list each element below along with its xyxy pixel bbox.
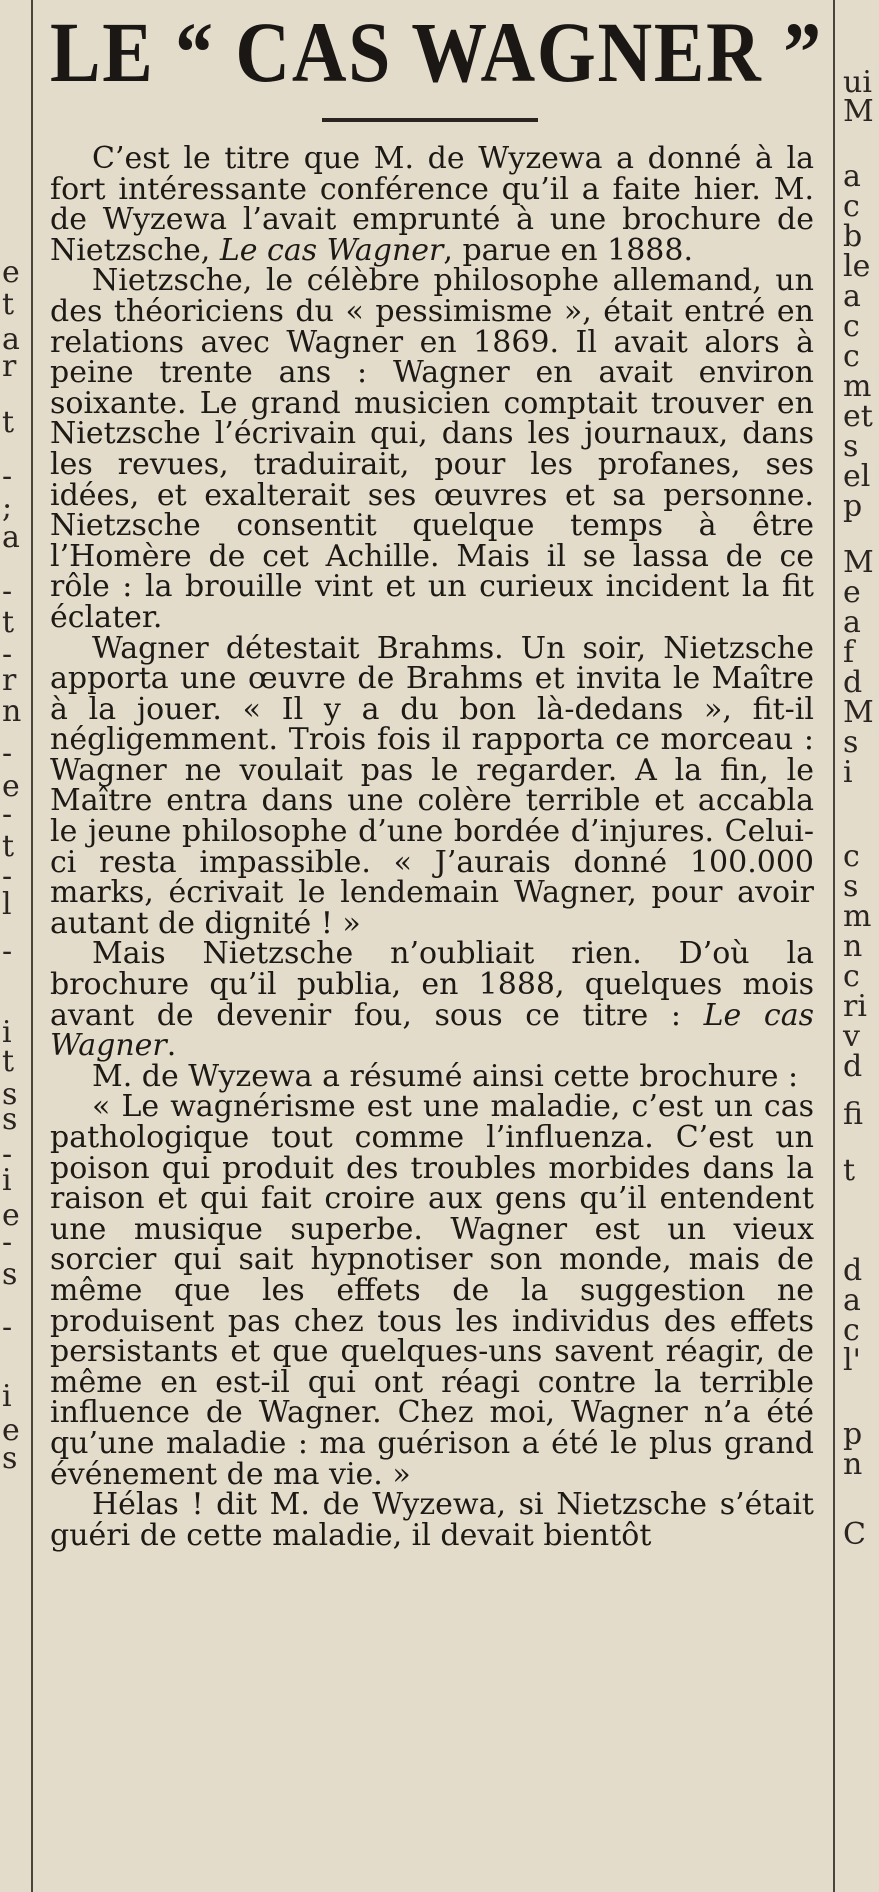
right-fragment-glyph: c xyxy=(843,189,860,224)
left-fragment-glyph: s xyxy=(2,1077,18,1112)
right-fragment-glyph: c xyxy=(843,839,860,874)
right-fragment-glyph: s xyxy=(843,869,859,904)
right-fragment-glyph: n xyxy=(843,1447,863,1482)
left-fragment-glyph: - xyxy=(2,736,13,771)
right-fragment-glyph: p xyxy=(843,1417,863,1452)
right-fragment-glyph: le xyxy=(843,249,871,284)
right-fragment-glyph: c xyxy=(843,339,860,374)
left-fragment-glyph: i xyxy=(2,1015,12,1050)
left-fragment-glyph: - xyxy=(2,1137,13,1172)
headline-divider xyxy=(322,118,538,122)
left-fragment-glyph: a xyxy=(2,322,20,357)
left-fragment-glyph: e xyxy=(2,769,20,804)
left-fragment-glyph: t xyxy=(2,405,15,440)
article-paragraph xyxy=(50,141,814,268)
left-fragment-glyph: ; xyxy=(2,490,13,525)
left-fragment-glyph: - xyxy=(2,797,13,832)
article-paragraph: Wagner détestait Brahms. Un soir, Nietzsche apporta une œuvre de Brahms et invita le Maître à la jouer. « Il y a du bon là-dedans », fit-il négligemment. Trois fois il rapporta ce morceau : Wagner ne voulait pas le regarder. A la fin, le Maître entra dans une colère terrible et accabla le jeune philosophe d’une bordée d’injures. Celui-ci resta impassible. « J’aurais donné 100.000 marks, écrivait le lendemain Wagner, pour avoir autant de dignité ! » xyxy=(50,630,814,941)
right-fragment-glyph: a xyxy=(843,159,861,194)
right-fragment-glyph: t xyxy=(843,1153,856,1188)
right-fragment-glyph: i xyxy=(843,755,853,790)
right-fragment-glyph: C xyxy=(843,1517,866,1552)
left-fragment-glyph: e xyxy=(2,1198,20,1233)
right-fragment-glyph: s xyxy=(843,725,859,760)
left-fragment-glyph: i xyxy=(2,1163,12,1198)
right-fragment-glyph: a xyxy=(843,605,861,640)
right-fragment-glyph: p xyxy=(843,489,863,524)
right-fragment-glyph: l' xyxy=(843,1343,861,1378)
right-fragment-glyph: b xyxy=(843,219,863,254)
left-fragment-glyph: - xyxy=(2,934,13,969)
right-fragment-glyph: e xyxy=(843,575,861,610)
article-paragraph: Nietzsche, le célèbre philosophe allemand, un des théoriciens du « pessimisme », était entré en relations avec Wagner en 1869. Il avait alors à peine trente ans : Wagner en avait environ soixante. Le grand musicien comptait trouver en Nietzsche l’écrivain qui, dans les journaux, dans les revues, traduirait, pour les profanes, ses idées, et exalterait ses œuvres et sa personne. Nietzsche consentit quelque temps à être l’Homère de cet Achille. Mais il se lassa de ce rôle : la brouille vint et un curieux incident la fit éclater. xyxy=(50,263,814,635)
right-fragment-glyph: fi xyxy=(843,1097,864,1132)
right-fragment-glyph: a xyxy=(843,1283,861,1318)
right-fragment-glyph: c xyxy=(843,959,860,994)
article-paragraph: M. de Wyzewa a résumé ainsi cette brochure : xyxy=(92,1058,799,1094)
brochure-title: Le cas Wagner xyxy=(219,232,444,268)
article-column xyxy=(50,0,823,1553)
left-fragment-glyph: - xyxy=(2,1225,13,1260)
brochure-title: Le cas Wagner xyxy=(50,997,815,1064)
left-fragment-glyph: r xyxy=(2,663,17,698)
right-fragment-glyph: et xyxy=(843,399,873,434)
right-fragment-glyph: ui xyxy=(843,65,872,100)
left-fragment-glyph: t xyxy=(2,829,15,864)
right-fragment-glyph: M xyxy=(843,545,874,580)
left-fragment-glyph: s xyxy=(2,1257,18,1292)
right-column-fragment xyxy=(836,0,879,1892)
left-fragment-glyph: r xyxy=(2,349,17,384)
right-fragment-glyph: n xyxy=(843,929,863,964)
right-fragment-glyph: c xyxy=(843,309,860,344)
left-fragment-glyph: t xyxy=(2,1044,15,1079)
right-fragment-glyph: c xyxy=(843,1313,860,1348)
right-fragment-glyph: el xyxy=(843,459,871,494)
left-fragment-glyph: - xyxy=(2,574,13,609)
left-column-rule xyxy=(31,0,33,1892)
right-fragment-glyph: f xyxy=(843,635,855,670)
right-fragment-glyph: d xyxy=(843,665,863,700)
right-fragment-glyph: d xyxy=(843,1049,863,1084)
article-paragraph: Hélas ! dit M. de Wyzewa, si Nietzsche s’était guéri de cette maladie, il devait bientôt xyxy=(50,1487,814,1553)
left-fragment-glyph: t xyxy=(2,287,15,322)
left-fragment-glyph: e xyxy=(2,255,20,290)
paragraph-1-text: C’est le titre que M. de Wyzewa a donné à la fort intéressante conférence qu’il a faite hier. M. de Wyzewa l’avait emprunté à une brochure de Nietzsche, Le cas Wagner, parue en 1888. xyxy=(50,141,814,268)
article-paragraph: « Le wagnérisme est une maladie, c’est un cas pathologique tout comme l’influenza. C’est un poison qui produit des troubles morbides dans la raison et qui fait croire aux gens qu’il entendent une musique superbe. Wagner est un vieux sorcier qui sait hypnotiser son monde, mais de même que les effets de la suggestion ne produisent pas chez tous les individus des effets persistants et que quelques-uns savent réagir, de même en est-il qui ont réagi contre la terrible influence de Wagner. Chez moi, Wagner n’a été qu’une maladie : ma guérison a été le plus grand événement de ma vie. » xyxy=(50,1089,814,1492)
left-fragment-glyph: - xyxy=(2,1310,13,1345)
right-fragment-glyph: m xyxy=(843,899,872,934)
left-fragment-glyph: - xyxy=(2,459,13,494)
right-fragment-glyph: s xyxy=(843,429,859,464)
right-fragment-glyph: a xyxy=(843,279,861,314)
left-fragment-glyph: a xyxy=(2,520,20,555)
paragraph-4-text: Mais Nietzsche n’oubliait rien. D’où la brochure qu’il publia, en 1888, quelques mois avant de devenir fou, sous ce titre : Le cas Wagner. xyxy=(50,936,815,1064)
article-headline: LE “ CAS WAGNER ” xyxy=(50,4,823,100)
left-fragment-glyph: t xyxy=(2,605,15,640)
right-fragment-glyph: M xyxy=(843,94,874,129)
right-fragment-glyph: ri xyxy=(843,989,867,1024)
right-column-rule xyxy=(833,0,835,1892)
right-fragment-glyph: M xyxy=(843,695,874,730)
left-fragment-glyph: s xyxy=(2,1102,18,1137)
left-column-fragment xyxy=(0,0,30,1892)
left-fragment-glyph: - xyxy=(2,859,13,894)
article-body xyxy=(50,141,815,1553)
left-fragment-glyph: - xyxy=(2,637,13,672)
left-fragment-glyph: n xyxy=(2,694,22,729)
left-fragment-glyph: s xyxy=(2,1441,18,1476)
article-paragraph xyxy=(50,936,815,1064)
right-fragment-glyph: v xyxy=(843,1019,860,1054)
left-fragment-glyph: l xyxy=(2,887,12,922)
left-fragment-glyph: e xyxy=(2,1413,20,1448)
left-fragment-glyph: i xyxy=(2,1379,12,1414)
right-fragment-glyph: m xyxy=(843,369,872,404)
right-fragment-glyph: d xyxy=(843,1253,863,1288)
